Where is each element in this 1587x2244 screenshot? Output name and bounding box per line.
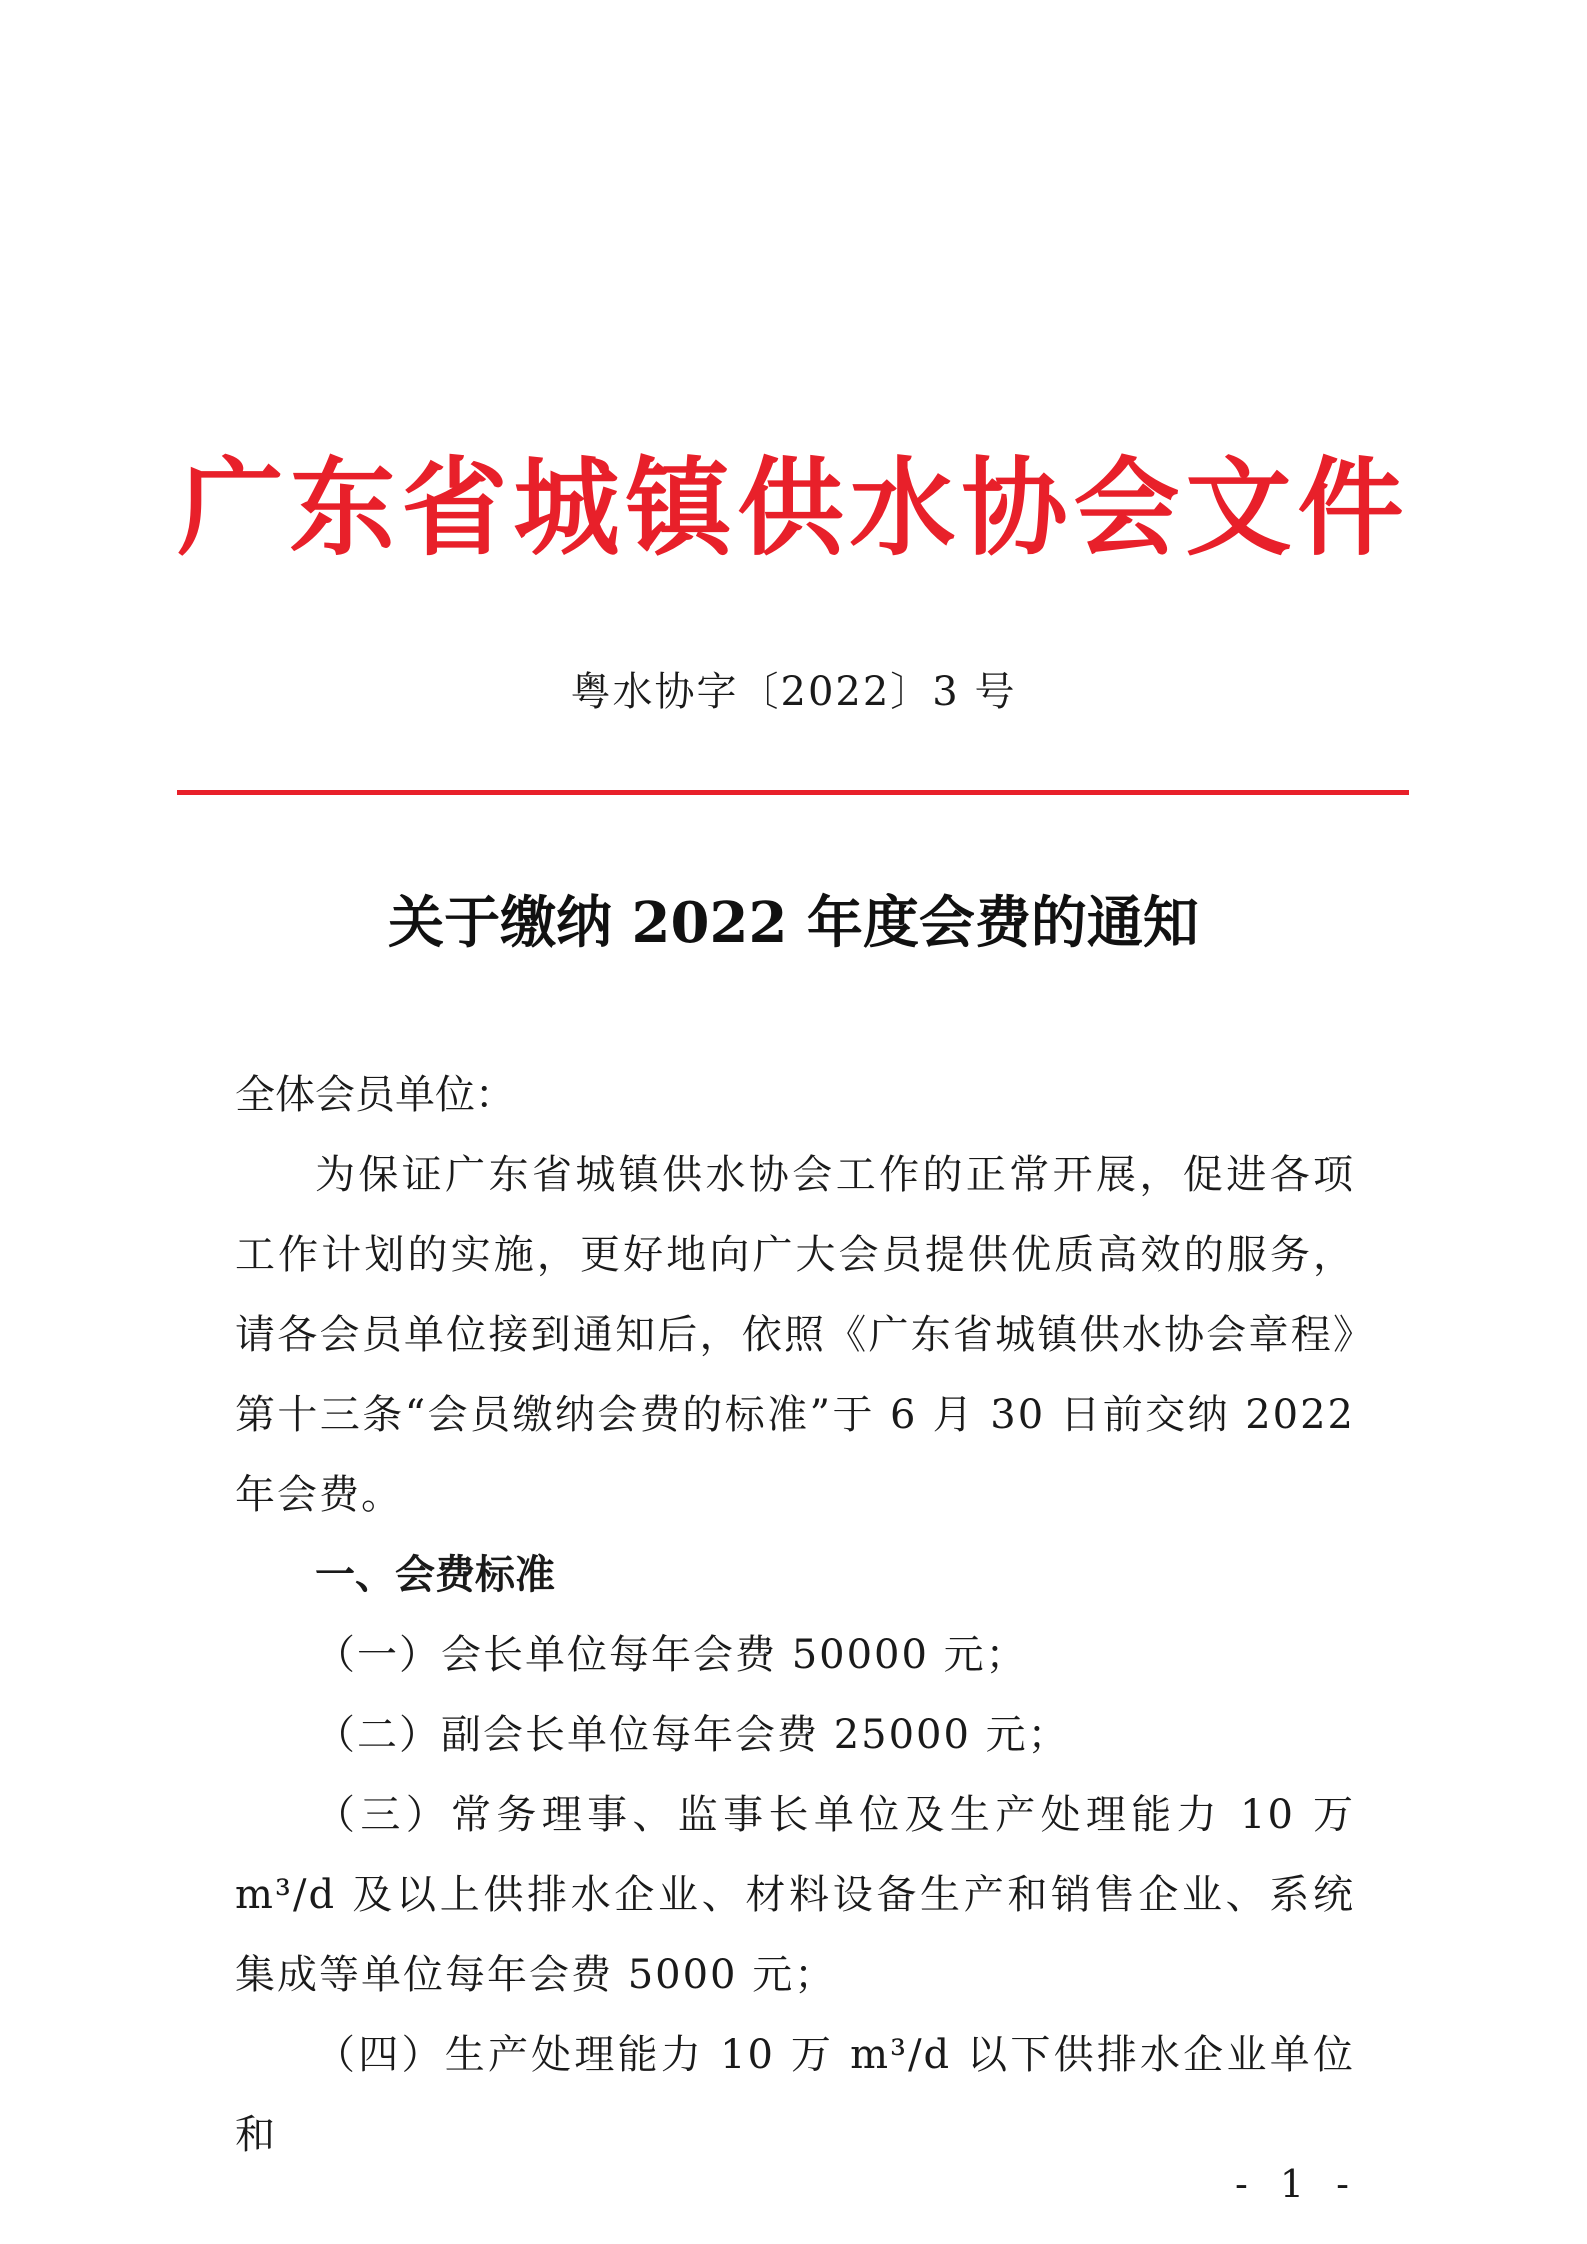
salutation: 全体会员单位： bbox=[235, 1072, 515, 1118]
red-divider-line bbox=[177, 790, 1409, 795]
fee-item-1: （一）会长单位每年会费 50000 元； bbox=[315, 1632, 1028, 1678]
fee-item-4: （四）生产处理能力 10 万 m³/d 以下供排水企业单位和 bbox=[235, 2032, 1355, 2158]
intro-paragraph: 为保证广东省城镇供水协会工作的正常开展，促进各项工作计划的实施，更好地向广大会员提供优质高效的服务，请各会员单位接到通知后，依照《广东省城镇供水协会章程》第十三条“会员缴纳会费的标准”于 6 月 30 日前交纳 2022 年会费。 bbox=[235, 1152, 1355, 1518]
section-heading-fee-standard: 一、会费标准 bbox=[315, 1552, 555, 1598]
fee-item-2: （二）副会长单位每年会费 25000 元； bbox=[315, 1712, 1070, 1758]
fee-item-3: （三）常务理事、监事长单位及生产处理能力 10 万 m³/d 及以上供排水企业、材料设备生产和销售企业、系统集成等单位每年会费 5000 元； bbox=[235, 1792, 1355, 1998]
notice-title: 关于缴纳 2022 年度会费的通知 bbox=[388, 890, 1199, 956]
document-number: 粤水协字〔2022〕3 号 bbox=[570, 669, 1017, 715]
letterhead-title: 广东省城镇供水协会文件 bbox=[177, 445, 1410, 570]
page-number: - 1 - bbox=[1234, 2162, 1359, 2206]
